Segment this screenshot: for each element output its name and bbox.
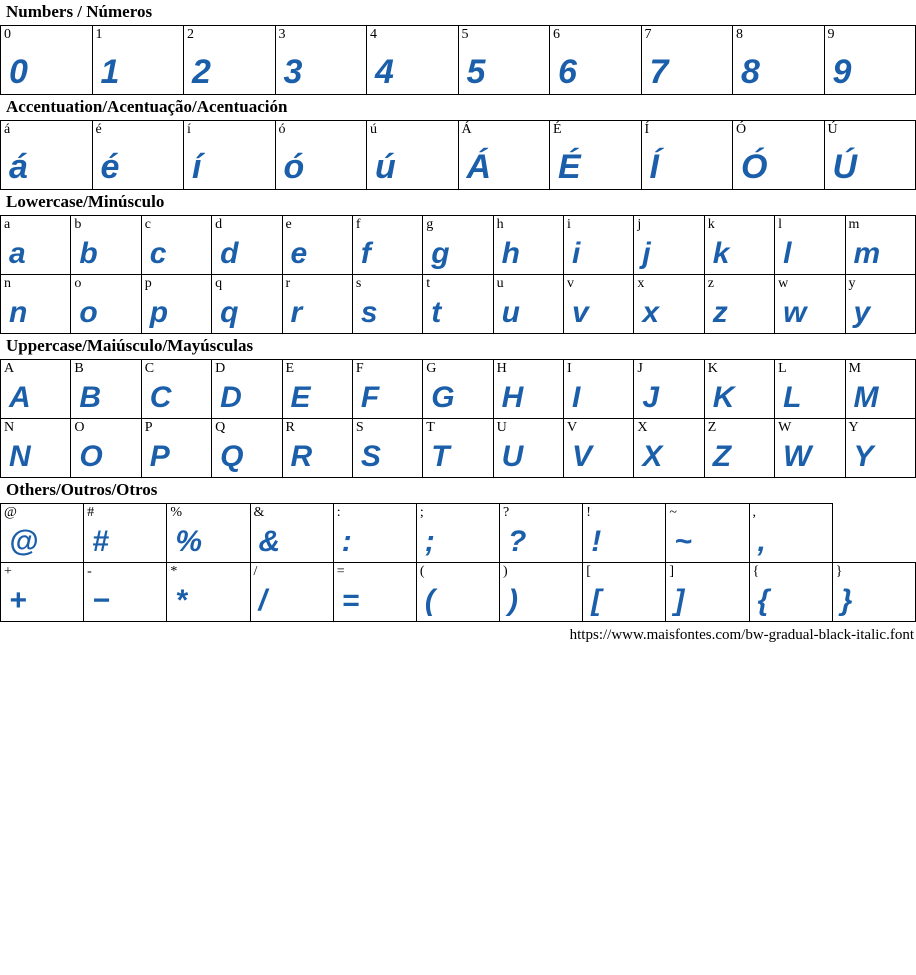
glyph-sample: V xyxy=(572,440,593,473)
glyph-label: , xyxy=(752,505,757,520)
glyph-cell xyxy=(352,360,422,419)
glyph-table-lowercase xyxy=(0,215,916,334)
glyph-cell xyxy=(634,360,704,419)
glyph-label: W xyxy=(778,420,792,435)
section-title-accentuation: Accentuation/Acentuação/Acentuación xyxy=(6,97,288,116)
section-title-others: Others/Outros/Otros xyxy=(6,480,158,499)
glyph-cell xyxy=(352,419,422,478)
glyph-label: + xyxy=(4,564,12,579)
glyph-cell xyxy=(634,419,704,478)
glyph-label: f xyxy=(355,217,361,232)
glyph-sample: 3 xyxy=(283,53,303,91)
glyph-label: ! xyxy=(586,505,591,520)
glyph-sample: L xyxy=(783,381,802,414)
glyph-cell xyxy=(423,275,493,334)
glyph-cell xyxy=(564,419,634,478)
glyph-label: { xyxy=(752,564,760,579)
glyph-cell xyxy=(634,216,704,275)
glyph-sample: e xyxy=(290,237,308,270)
glyph-cell xyxy=(550,26,642,95)
glyph-cell xyxy=(141,275,211,334)
glyph-sample: J xyxy=(642,381,660,414)
glyph-sample: 0 xyxy=(9,53,28,91)
glyph-cell xyxy=(141,216,211,275)
glyph-label: : xyxy=(336,505,341,520)
glyph-sample: U xyxy=(501,440,524,473)
glyph-label: R xyxy=(285,420,295,435)
glyph-sample: I xyxy=(572,381,581,414)
glyph-sample: 1 xyxy=(100,53,120,91)
glyph-sample: y xyxy=(853,296,871,329)
glyph-cell xyxy=(733,26,825,95)
section-title-uppercase: Uppercase/Maiúsculo/Mayúsculas xyxy=(6,336,254,355)
glyph-cell xyxy=(641,121,733,190)
glyph-cell xyxy=(704,216,774,275)
glyph-cell xyxy=(71,216,141,275)
glyph-cell xyxy=(92,26,184,95)
glyph-cell xyxy=(184,121,276,190)
glyph-sample: : xyxy=(341,525,352,558)
glyph-label: % xyxy=(170,505,183,520)
glyph-sample: o xyxy=(79,296,98,329)
glyph-cell xyxy=(275,121,367,190)
glyph-cell xyxy=(564,216,634,275)
glyph-label: ; xyxy=(419,505,424,520)
glyph-label: Z xyxy=(707,420,717,435)
glyph-cell xyxy=(84,504,167,563)
glyph-cell xyxy=(493,419,563,478)
glyph-cell xyxy=(583,563,666,622)
glyph-cell xyxy=(275,26,367,95)
glyph-sample: m xyxy=(853,237,881,270)
glyph-cell xyxy=(458,121,550,190)
section-title-numbers: Numbers / Números xyxy=(6,2,153,21)
glyph-label: P xyxy=(144,420,153,435)
glyph-label: & xyxy=(253,505,265,520)
glyph-sample: + xyxy=(9,584,27,617)
glyph-label: r xyxy=(285,276,291,291)
glyph-sample: A xyxy=(9,381,31,414)
glyph-label: É xyxy=(553,122,562,137)
glyph-cell xyxy=(250,504,333,563)
glyph-label: 0 xyxy=(4,27,11,42)
glyph-label: N xyxy=(4,420,15,435)
glyph-sample: K xyxy=(712,381,735,414)
glyph-sample: r xyxy=(290,296,303,329)
glyph-sample: B xyxy=(79,381,102,414)
glyph-sample: á xyxy=(9,148,28,186)
glyph-sample: [ xyxy=(591,584,602,617)
glyph-label: u xyxy=(496,276,504,291)
glyph-sample: a xyxy=(9,237,26,270)
glyph-cell xyxy=(423,360,493,419)
glyph-cell xyxy=(333,504,416,563)
glyph-cell xyxy=(704,360,774,419)
glyph-label: 4 xyxy=(370,27,377,42)
glyph-cell xyxy=(250,563,333,622)
glyph-table-uppercase xyxy=(0,359,916,478)
glyph-label: Ú xyxy=(827,122,838,137)
glyph-cell xyxy=(92,121,184,190)
table-row xyxy=(1,26,916,95)
glyph-label: p xyxy=(144,276,152,291)
glyph-sample: * xyxy=(175,584,188,617)
glyph-sample: @ xyxy=(9,525,39,558)
glyph-sample: d xyxy=(220,237,239,270)
glyph-cell xyxy=(583,504,666,563)
glyph-label: e xyxy=(285,217,292,232)
glyph-sample: % xyxy=(175,525,203,558)
glyph-sample: q xyxy=(220,296,239,329)
glyph-cell xyxy=(333,563,416,622)
glyph-cell xyxy=(212,275,282,334)
glyph-label: é xyxy=(95,122,102,137)
glyph-label: 1 xyxy=(95,27,103,42)
glyph-label: M xyxy=(848,361,861,376)
glyph-cell xyxy=(282,216,352,275)
glyph-sample: u xyxy=(501,296,520,329)
glyph-sample: ] xyxy=(674,584,685,617)
glyph-label: n xyxy=(4,276,11,291)
glyph-label: k xyxy=(707,217,715,232)
glyph-cell xyxy=(282,360,352,419)
glyph-label: 3 xyxy=(278,27,286,42)
glyph-sample: D xyxy=(220,381,242,414)
glyph-cell xyxy=(775,360,845,419)
glyph-label: E xyxy=(285,361,295,376)
glyph-label: Í xyxy=(644,122,650,137)
glyph-sample: z xyxy=(712,296,728,329)
glyph-label: B xyxy=(74,361,84,376)
table-row xyxy=(1,360,916,419)
glyph-label: 5 xyxy=(461,27,469,42)
glyph-sample: N xyxy=(9,440,31,473)
glyph-label: J xyxy=(637,361,643,376)
glyph-label: w xyxy=(778,276,789,291)
glyph-cell xyxy=(458,26,550,95)
glyph-label: / xyxy=(253,564,258,579)
glyph-sample: k xyxy=(712,237,730,270)
section-title-lowercase: Lowercase/Minúsculo xyxy=(6,192,165,211)
glyph-cell xyxy=(845,360,916,419)
glyph-cell xyxy=(367,26,459,95)
glyph-label: Ó xyxy=(736,122,747,137)
glyph-cell xyxy=(666,563,749,622)
glyph-cell xyxy=(493,216,563,275)
glyph-cell xyxy=(184,26,276,95)
glyph-cell xyxy=(845,216,916,275)
glyph-cell xyxy=(141,360,211,419)
glyph-sample: / xyxy=(258,584,267,617)
glyph-sample: x xyxy=(642,296,660,329)
glyph-sample: Á xyxy=(466,148,492,186)
glyph-sample: ó xyxy=(283,148,305,186)
glyph-label: Q xyxy=(215,420,226,435)
glyph-label: 9 xyxy=(827,27,835,42)
glyph-label: # xyxy=(87,505,95,520)
glyph-sample: Q xyxy=(220,440,244,473)
glyph-label: V xyxy=(567,420,578,435)
glyph-sample: g xyxy=(431,237,450,270)
glyph-label: @ xyxy=(4,505,17,520)
glyph-sample: { xyxy=(757,584,770,617)
glyph-label: T xyxy=(426,420,435,435)
glyph-label: L xyxy=(778,361,787,376)
glyph-label: á xyxy=(4,122,11,137)
glyph-cell xyxy=(493,360,563,419)
glyph-sample: X xyxy=(642,440,663,473)
glyph-sample: c xyxy=(149,237,167,270)
glyph-cell xyxy=(212,360,282,419)
glyph-label: m xyxy=(848,217,860,232)
table-row xyxy=(1,275,916,334)
glyph-cell xyxy=(500,563,583,622)
glyph-cell xyxy=(641,26,733,95)
glyph-sample: 9 xyxy=(832,53,852,91)
glyph-sample: Ó xyxy=(741,148,768,186)
glyph-sample: R xyxy=(290,440,313,473)
glyph-label: } xyxy=(835,564,843,579)
glyph-cell xyxy=(282,275,352,334)
glyph-label: U xyxy=(496,420,507,435)
glyph-sample: ~ xyxy=(674,525,692,558)
glyph-label: K xyxy=(707,361,718,376)
glyph-cell xyxy=(282,419,352,478)
glyph-cell xyxy=(1,563,84,622)
glyph-table-accentuation xyxy=(0,120,916,190)
glyph-cell xyxy=(564,275,634,334)
glyph-cell xyxy=(1,26,93,95)
glyph-cell xyxy=(167,504,250,563)
glyph-label: a xyxy=(4,217,11,232)
glyph-sample: h xyxy=(501,237,520,270)
glyph-cell xyxy=(1,216,71,275)
glyph-cell xyxy=(71,419,141,478)
glyph-sample: f xyxy=(360,237,371,270)
glyph-sample: 2 xyxy=(192,53,211,91)
glyph-label: d xyxy=(215,217,223,232)
glyph-cell xyxy=(824,26,916,95)
glyph-sample: C xyxy=(149,381,172,414)
glyph-cell xyxy=(423,216,493,275)
glyph-table-numbers xyxy=(0,25,916,95)
glyph-sample: , xyxy=(757,525,766,558)
glyph-cell xyxy=(749,563,832,622)
glyph-label: F xyxy=(355,361,364,376)
glyph-cell xyxy=(775,216,845,275)
glyph-cell xyxy=(212,419,282,478)
glyph-cell xyxy=(141,419,211,478)
glyph-sample: b xyxy=(79,237,98,270)
glyph-cell xyxy=(824,121,916,190)
glyph-label: g xyxy=(426,217,434,232)
glyph-sample: 5 xyxy=(466,53,486,91)
glyph-sample: G xyxy=(431,381,455,414)
glyph-cell xyxy=(1,121,93,190)
glyph-sample: M xyxy=(853,381,879,414)
glyph-cell xyxy=(352,216,422,275)
glyph-sample: F xyxy=(360,381,380,414)
glyph-sample: Y xyxy=(853,440,874,473)
glyph-cell xyxy=(550,121,642,190)
glyph-sample: E xyxy=(290,381,311,414)
glyph-sample: s xyxy=(360,296,378,329)
glyph-label: t xyxy=(426,276,431,291)
glyph-sample: Í xyxy=(649,148,659,186)
glyph-cell xyxy=(84,563,167,622)
glyph-label: 7 xyxy=(644,27,652,42)
glyph-cell xyxy=(416,504,499,563)
glyph-label: ? xyxy=(503,505,510,520)
glyph-label: 2 xyxy=(187,27,194,42)
glyph-label: O xyxy=(74,420,85,435)
glyph-label: ] xyxy=(669,564,675,579)
glyph-label: D xyxy=(215,361,226,376)
glyph-sample: 6 xyxy=(558,53,577,91)
glyph-cell xyxy=(749,504,832,563)
glyph-label: z xyxy=(707,276,714,291)
source-url[interactable]: https://www.maisfontes.com/bw-gradual-black-italic.font xyxy=(569,627,914,643)
table-row xyxy=(1,419,916,478)
glyph-label: ( xyxy=(419,564,425,579)
glyph-label: i xyxy=(567,217,571,232)
glyph-label: [ xyxy=(586,564,591,579)
glyph-sample: í xyxy=(192,148,202,186)
glyph-label: o xyxy=(74,276,82,291)
glyph-cell xyxy=(1,275,71,334)
glyph-cell xyxy=(493,275,563,334)
glyph-sample: Z xyxy=(712,440,732,473)
glyph-sample: t xyxy=(431,296,442,329)
glyph-sample: ? xyxy=(508,525,527,558)
glyph-sample: p xyxy=(149,296,169,329)
glyph-cell xyxy=(1,504,84,563)
glyph-sample: # xyxy=(92,525,109,558)
glyph-sample: é xyxy=(100,148,120,186)
glyph-sample: = xyxy=(341,584,360,617)
glyph-label: h xyxy=(496,217,504,232)
glyph-sample: ) xyxy=(508,584,519,617)
glyph-cell xyxy=(733,121,825,190)
glyph-label: í xyxy=(187,122,191,137)
glyph-label: v xyxy=(567,276,574,291)
glyph-cell xyxy=(775,419,845,478)
glyph-cell xyxy=(845,275,916,334)
glyph-label: - xyxy=(87,564,92,579)
glyph-label: * xyxy=(170,564,178,579)
glyph-sample: P xyxy=(149,440,170,473)
table-row xyxy=(1,563,916,622)
glyph-cell xyxy=(704,419,774,478)
glyph-cell xyxy=(167,563,250,622)
glyph-label: 6 xyxy=(553,27,560,42)
glyph-cell xyxy=(704,275,774,334)
glyph-label: x xyxy=(637,276,645,291)
glyph-cell xyxy=(1,419,71,478)
glyph-label: = xyxy=(336,564,345,579)
table-row xyxy=(1,216,916,275)
glyph-label: I xyxy=(567,361,572,376)
glyph-label: q xyxy=(215,276,223,291)
glyph-label: X xyxy=(637,420,648,435)
glyph-label: H xyxy=(496,361,507,376)
glyph-sample: É xyxy=(558,148,581,186)
glyph-label: C xyxy=(144,361,155,376)
glyph-sample: v xyxy=(572,296,589,329)
glyph-cell xyxy=(212,216,282,275)
glyph-cell xyxy=(500,504,583,563)
glyph-sample: 7 xyxy=(649,53,669,91)
table-row xyxy=(1,504,916,563)
glyph-label: 8 xyxy=(736,27,743,42)
glyph-table-others xyxy=(0,503,916,622)
glyph-sample: ; xyxy=(424,525,435,558)
table-row xyxy=(1,121,916,190)
glyph-cell xyxy=(832,563,915,622)
glyph-sample: w xyxy=(783,296,807,329)
glyph-sample: i xyxy=(572,237,581,270)
glyph-cell xyxy=(423,419,493,478)
glyph-cell xyxy=(1,360,71,419)
glyph-sample: & xyxy=(258,525,281,558)
glyph-cell xyxy=(564,360,634,419)
glyph-sample: W xyxy=(783,440,812,473)
glyph-sample: Ú xyxy=(832,148,858,186)
glyph-cell xyxy=(416,563,499,622)
glyph-label: b xyxy=(74,217,82,232)
glyph-sample: l xyxy=(783,237,792,270)
glyph-sample: 8 xyxy=(741,53,760,91)
glyph-cell xyxy=(634,275,704,334)
glyph-label: c xyxy=(144,217,151,232)
glyph-label: y xyxy=(848,276,856,291)
glyph-cell xyxy=(71,275,141,334)
glyph-cell xyxy=(666,504,749,563)
glyph-cell xyxy=(845,419,916,478)
glyph-label: ó xyxy=(278,122,286,137)
glyph-label: ) xyxy=(503,564,508,579)
glyph-cell xyxy=(71,360,141,419)
glyph-sample: − xyxy=(92,584,110,617)
glyph-label: S xyxy=(355,420,364,435)
glyph-label: s xyxy=(355,276,362,291)
glyph-cell xyxy=(775,275,845,334)
glyph-sample: ú xyxy=(375,148,396,186)
glyph-label: Á xyxy=(461,122,472,137)
glyph-sample: T xyxy=(431,440,450,473)
glyph-sample: O xyxy=(79,440,103,473)
glyph-label: Y xyxy=(848,420,859,435)
glyph-label: l xyxy=(778,217,783,232)
glyph-sample: S xyxy=(360,440,381,473)
glyph-label: ú xyxy=(370,122,377,137)
glyph-label: G xyxy=(426,361,437,376)
glyph-label: A xyxy=(4,361,15,376)
glyph-sample: H xyxy=(501,381,524,414)
glyph-sample: ( xyxy=(424,584,435,617)
glyph-label: j xyxy=(637,217,642,232)
glyph-sample: j xyxy=(642,237,651,270)
glyph-cell xyxy=(352,275,422,334)
glyph-cell xyxy=(367,121,459,190)
glyph-sample: } xyxy=(840,584,853,617)
glyph-sample: ! xyxy=(591,525,602,558)
glyph-sample: 4 xyxy=(375,53,394,91)
glyph-sample: n xyxy=(9,296,28,329)
glyph-label: ~ xyxy=(669,505,677,520)
